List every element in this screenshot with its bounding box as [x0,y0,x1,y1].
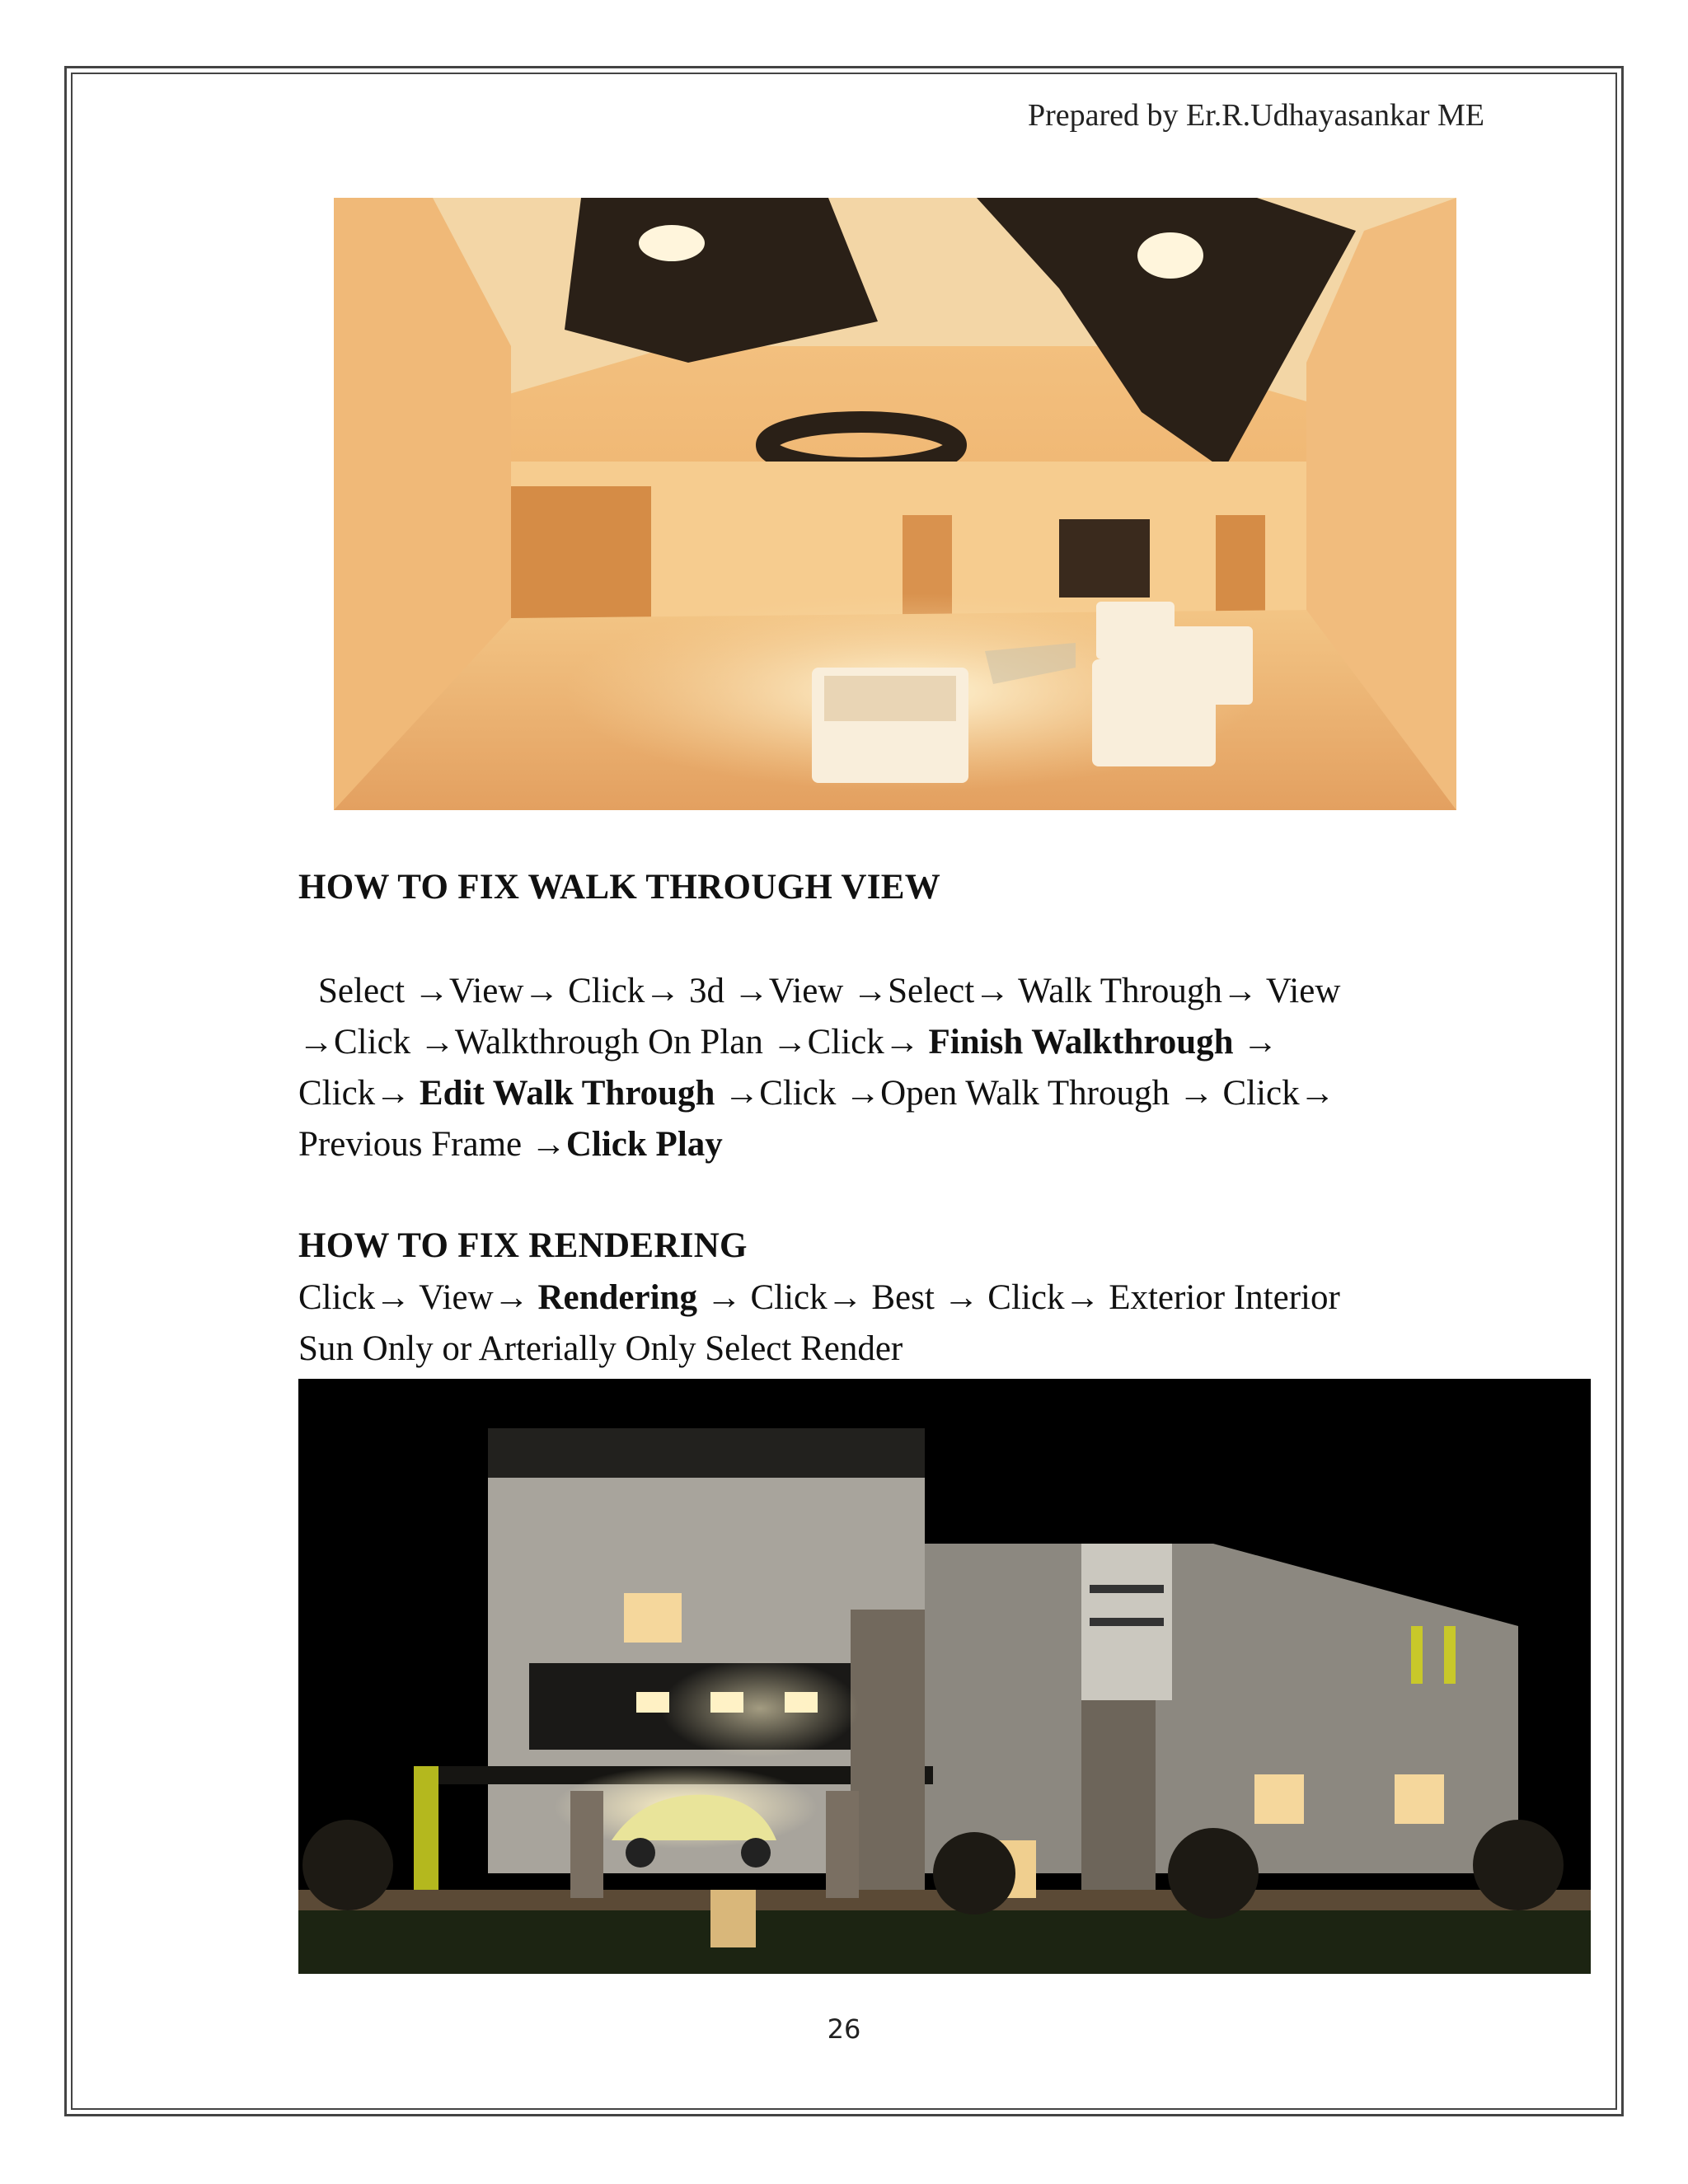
walkthrough-line-2 [298,1017,1493,1068]
rendering-line-1 [298,1272,1490,1324]
walkthrough-line-2-end: → [1233,1023,1278,1062]
rendering-line-1-end: → Click→ Best → Click→ Exterior Interior [696,1278,1340,1317]
rendering-line-1-text: Click→ View→ [298,1278,538,1317]
walkthrough-line-1: Select →View→ Click→ 3d →View →Select→ Walk Through→ View [318,972,1341,1010]
walkthrough-line-3 [298,1068,1493,1119]
page-header: Prepared by Er.R.Udhayasankar ME [1027,98,1484,133]
edit-walkthrough-text: Edit Walk Through [419,1074,715,1113]
rendering-bold-text: Rendering [537,1278,697,1317]
exterior-render-image [298,1379,1591,1974]
rendering-heading: HOW TO FIX RENDERING [298,1226,748,1265]
walkthrough-line-3-text: Click→ [298,1074,420,1113]
walkthrough-line-4-text: Previous Frame → [298,1125,566,1164]
interior-render-image [334,198,1456,810]
walkthrough-line-4 [298,1119,1493,1170]
walkthrough-heading: HOW TO FIX WALK THROUGH VIEW [298,868,941,907]
rendering-line-2: Sun Only or Arterially Only Select Render [298,1329,903,1368]
walkthrough-line-2-text: →Click →Walkthrough On Plan →Click→ [298,1023,929,1062]
finish-walkthrough-text: Finish Walkthrough [928,1023,1234,1062]
rendering-instructions [298,1272,1490,1375]
walkthrough-instructions [298,966,1493,1170]
click-play-text: Click Play [565,1125,723,1164]
walkthrough-line-3-end: →Click →Open Walk Through → Click→ [715,1074,1335,1113]
page-number: 26 [827,2013,861,2045]
